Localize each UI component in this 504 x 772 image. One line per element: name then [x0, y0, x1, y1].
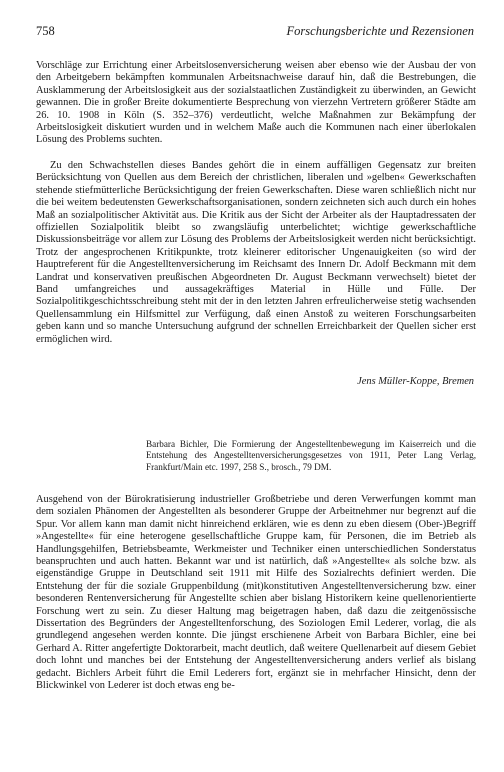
paragraph-1: Vorschläge zur Errichtung einer Arbeitslosenversicherung weisen aber ebenso wie der Ausbau der von den Arbeitgebern bekämpften kommunalen Arbeitsnachweise darauf hin, daß die Bestrebungen, die Ausklammerung der Arbeitslosigkeit aus der sozialstaatlichen Zuständigkeit zu überwinden, an Gewicht gewannen. Die in großer Breite dokumentierte Besprechung von vierzehn Vertretern größerer Städte am 26. 10. 1908 in Köln (S. 352–376) verdeutlicht, welche Maßnahmen zur Bekämpfung der Arbeitslosigkeit diskutiert wurden und in welchem Maße auch die Kommunen nach einer überlokalen Lösung des Problems suchten. — [36, 60, 476, 146]
review-author-signature: Jens Müller-Koppe, Bremen — [357, 376, 474, 387]
page-number: 758 — [36, 24, 55, 38]
book-bibliography-entry: Barbara Bichler, Die Formierung der Angestelltenbewegung im Kaiserreich und die Entstehung des Angestelltenversicherungsgesetzes von 1911, Peter Lang Verlag, Frankfurt/Main etc. 1997, 258 S., brosch., 79 DM. — [146, 439, 476, 472]
paragraph-3: Ausgehend von der Bürokratisierung industrieller Großbetriebe und deren Verwerfungen kommt man dem sozialen Phänomen der Angestellten als besonderer Gruppe der Arbeitnehmer nur begrenzt auf die Spur. Vor allem kann man damit nicht hinreichend erklären, wie es denn zu eben diesem (Ober-)Begriff »Angestellte« für eine heterogene gesellschaftliche Gruppe kam, für Personen, die im Betrieb als Handlungsgehilfen, Betriebsbeamte, Werkmeister und Techniker einen unterschiedlichen Sonderstatus beanspruchten und auch hatten. Bekannt war und ist natürlich, daß »Angestellte« als solche bzw. als eigenständige Gruppe in Deutschland seit 1911 mit Hilfe des Sozialrechts definiert werden. Die Entstehung der für die soziale Gruppenbildung (mit)konstitutiven Angestelltenversicherung bzw. einer besonderen Rentenversicherung für Angestellte schien aber bislang Historikern keine quellenorientierte Forschung wert zu sein. Zu dieser Haltung mag beigetragen haben, daß dazu die zeitgenössische Dissertation des Begründers der Angestelltenforschung, des Soziologen Emil Lederer, vorlag, die als grundlegend angesehen werden konnte. Die jüngst erschienene Arbeit von Barbara Bichler, eine bei Gerhard A. Ritter angefertigte Doktorarbeit, macht deutlich, daß weitere Quellenarbeit auf diesem Gebiet doch lohnt und manches bei der Entstehung der Angestelltenversicherung anders verlief als bislang gedacht. Bichlers Arbeit führt die Emil Lederers fort, ergänzt sie in mehrfacher Hinsicht, denn der Blickwinkel von Lederer ist doch etwas eng be- — [36, 494, 476, 692]
running-header — [36, 24, 474, 42]
paragraph-2: Zu den Schwachstellen dieses Bandes gehört die in einem auffälligen Gegensatz zur breiten Berücksichtung von Quellen aus dem Bereich der christlichen, liberalen und »gelben« Gewerkschaften stehende stiefmütterliche Berücksichtigung der freien Gewerkschaften. Diese waren schließlich nicht nur die bei weitem bedeutensten Gewerkschaftsorganisationen, sondern zeichneten sich auch durch ein hohes Maß an sozialpolitischer Aktivität aus. Die Kritik aus der Sicht der Arbeiter als der Hauptadressaten der offiziellen Sozialpolitik bleibt so zwangsläufig unterbelichtet; wichtige gewerkschaftliche Diskussionsbeiträge vor allem zur Lösung des Problems der Arbeitslosigkeit werden nicht berücksichtigt. Trotz der angesprochenen Kritikpunkte, trotz kleinerer editorischer Ungenauigkeiten (so wird der Hauptreferent für die Angestelltenversicherung im Reichsamt des Innern Dr. Adolf Beckmann mit dem Landrat und konservativen preußischen Abgeordneten Dr. August Beckmann verwechselt) bietet der Band umfangreiches und aussagekräftiges Material in Hülle und Fülle. Der Sozialpolitikgeschichtsschreibung steht mit der in den letzten Jahren erfreulicherweise stetig wachsenden Quellensammlung ein Hilfsmittel zur Verfügung, daß einen Anstoß zu weiteren Forschungsarbeiten geben kann und so manche Untersuchung aufgrund der schnellen Erreichbarkeit der Quellen sicher erst ermöglichen wird. — [36, 160, 476, 345]
running-title: Forschungsberichte und Rezensionen — [286, 24, 474, 38]
